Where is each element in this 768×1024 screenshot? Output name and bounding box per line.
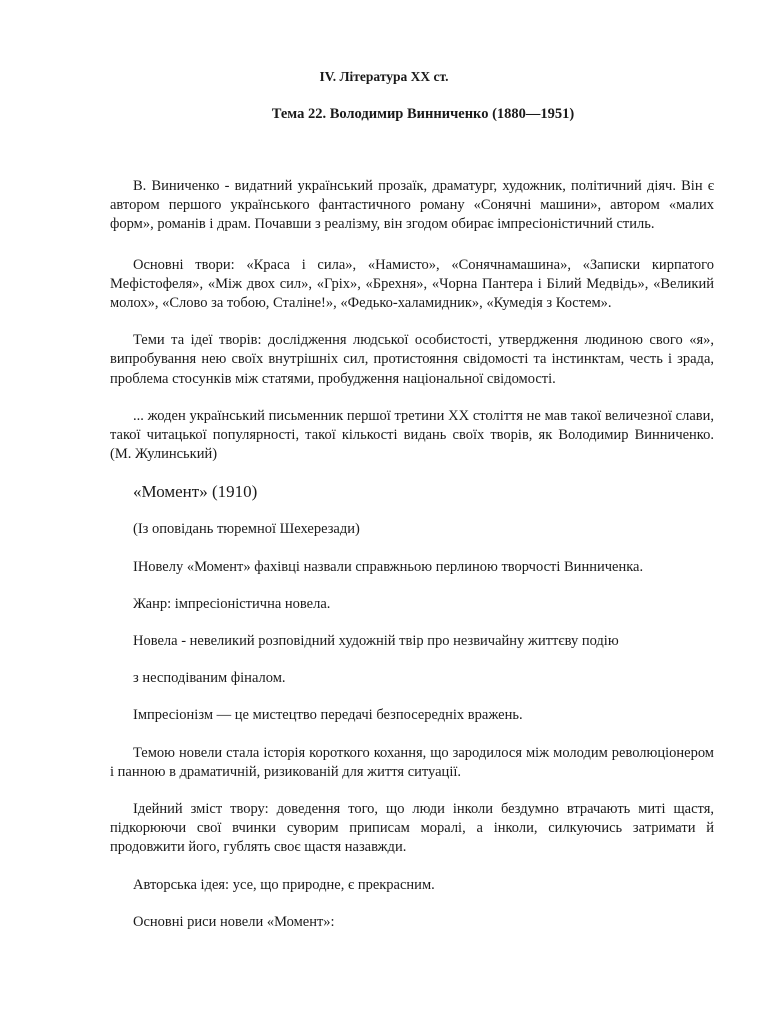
main-works-paragraph: Основні твори: «Краса і сила», «Намисто», «Сонячнамашина», «Записки кирпатого Мефістофеля», «Між двох сил», «Гріх», «Брехня», «Чорна Пантера і Білий Медвідь», «Великий молох», «Слово за тобою, Сталіне!», «Федько-халамидник», «Кумедія з Костем». bbox=[110, 256, 714, 312]
topic-title: Тема 22. Володимир Винниченко (1880—1951) bbox=[271, 106, 575, 122]
intro-paragraph: В. Виниченко - видатний український прозаїк, драматург, художник, політичний діяч. Він є автором першого українського фантастичного роману «Сонячні машини», автором «малих форм», романів і драм. Почавши з реалізму, він згодом обирає імпресіоністичний стиль. bbox=[110, 178, 714, 233]
document-body bbox=[110, 177, 714, 932]
story-subtitle: (Із оповідань тюремної Шехерезади) bbox=[133, 521, 360, 538]
quote-paragraph: ... жоден український письменник першої третини XX століття не мав такої величезної слави, такої читацької популярності, такої кількості видань своїх творів, як Володимир Винниченко. (М. Жулинський) bbox=[110, 407, 714, 463]
impressionism-paragraph: Імпресіонізм — це мистецтво передачі безпосередніх вражень. bbox=[133, 707, 523, 724]
genre-paragraph: Жанр: імпресіоністична новела. bbox=[133, 595, 331, 612]
story-title: «Момент» (1910) bbox=[133, 482, 258, 502]
novella-definition-paragraph: Новела - невеликий розповідний художній твір про незвичайну життєву подію bbox=[133, 633, 619, 650]
ideological-content-paragraph: Ідейний зміст твору: доведення того, що люди інколи бездумно втрачають миті щастя, підкорюючи свої вчинки суворим приписам моралі, а інколи, силкуючись затримати й продовжити його, гублять своє щастя назавжди. bbox=[110, 801, 714, 856]
story-intro-paragraph: ІНовелу «Момент» фахівці назвали справжньою перлиною творчості Винниченка. bbox=[133, 558, 644, 575]
section-title: IV. Література XX ст. bbox=[319, 69, 449, 84]
main-features-heading: Основні риси новели «Момент»: bbox=[133, 913, 335, 930]
novella-definition-continuation: з несподіваним фіналом. bbox=[133, 670, 286, 687]
story-theme-paragraph: Темою новели стала історія короткого кохання, що зародилося між молодим революціонером і панною в драматичній, ризикованій для життя ситуації. bbox=[110, 744, 714, 780]
themes-paragraph: Теми та ідеї творів: дослідження людської особистості, утвердження людиною свого «я», випробування нею своїх внутрішніх сил, протистояння свідомості та інстинктам, честь і зрада, проблема стосунків між статями, пробудження національної свідомості. bbox=[110, 332, 714, 387]
author-idea-paragraph: Авторська ідея: усе, що природне, є прекрасним. bbox=[133, 876, 435, 893]
